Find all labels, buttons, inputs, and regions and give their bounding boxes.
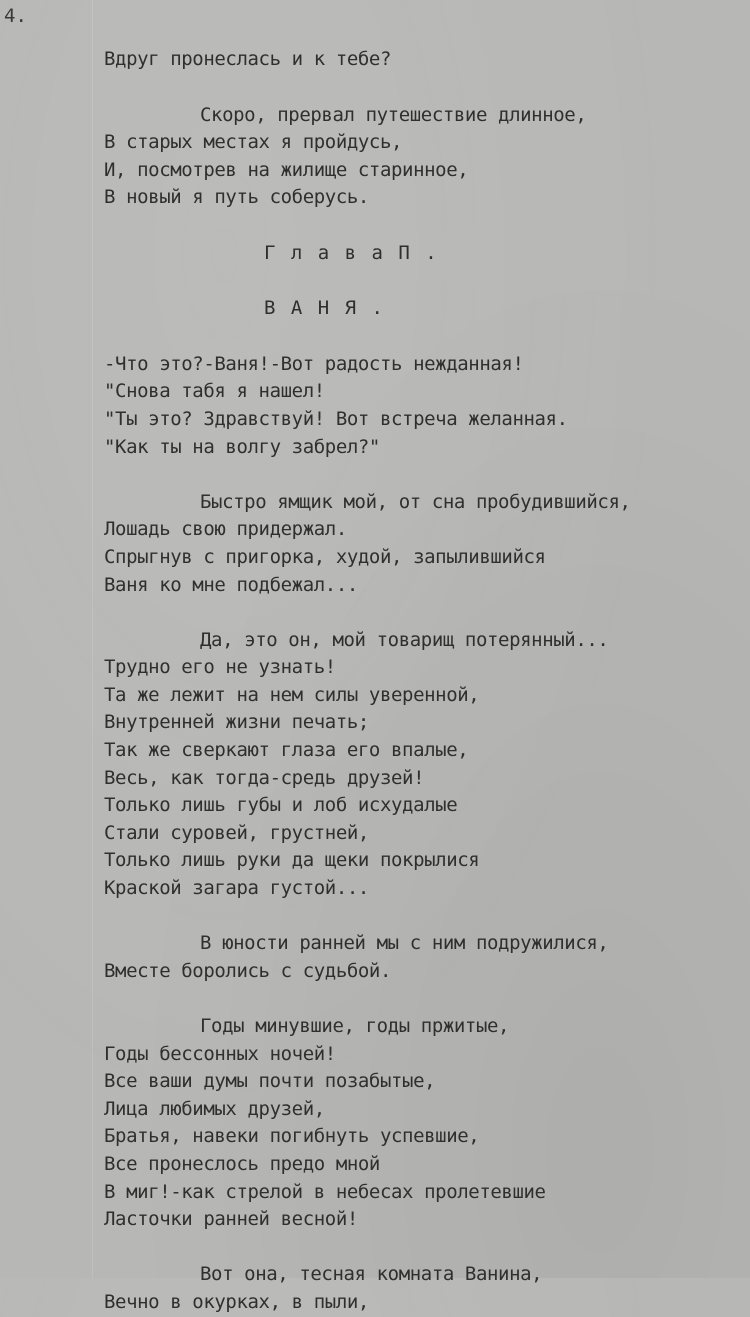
poem-line: В юности ранней мы с ним подружилися,	[200, 932, 609, 955]
chapter-subtitle: В А Н Я .	[264, 297, 385, 320]
poem-line: Лица любимых друзей,	[104, 1097, 325, 1120]
poem-line: Стали суровей, грустней,	[104, 821, 369, 844]
poem-line: Только лишь руки да щеки покрылися	[104, 849, 480, 872]
poem-line: Вместе боролись с судьбой.	[104, 959, 392, 982]
poem-line: "Ты это? Здравствуй! Вот встреча желанная.	[104, 407, 568, 430]
poem-line: И, посмотрев на жилище старинное,	[104, 158, 469, 181]
poem-line: Вдруг пронеслась и к тебе?	[104, 48, 392, 70]
poem-text	[104, 46, 744, 1317]
poem-line: Та же лежит на нем силы уверенной,	[104, 683, 480, 706]
poem-line: В старых местах я пройдусь,	[104, 131, 403, 154]
poem-line: -Что это?-Ваня!-Вот радость нежданная!	[104, 352, 524, 375]
poem-line: Годы бессонных ночей!	[104, 1042, 336, 1065]
poem-line: Только лишь губы и лоб исхудалые	[104, 794, 458, 817]
poem-line: В новый я путь соберусь.	[104, 186, 369, 209]
poem-line: Вечно в окурках, в пыли,	[104, 1290, 369, 1313]
page-number: 4.	[4, 5, 27, 27]
poem-line: "Снова табя я нашел!	[104, 380, 325, 403]
poem-line: Весь, как тогда-средь друзей!	[104, 766, 425, 789]
page-fold-line	[92, 0, 93, 1278]
poem-line: Быстро ямщик мой, от сна пробудившийся,	[200, 490, 631, 513]
poem-line: Краской загара густой...	[104, 877, 369, 900]
poem-line: Внутренней жизни печать;	[104, 711, 369, 734]
poem-line: Годы минувшие, годы пржитые,	[200, 1015, 510, 1037]
poem-line: Все пронеслось предо мной	[104, 1152, 380, 1175]
poem-line: "Как ты на волгу забрел?"	[104, 435, 380, 458]
poem-line: Все ваши думы почти позабытые,	[104, 1070, 436, 1093]
poem-line: В миг!-как стрелой в небесах пролетевшие	[104, 1180, 546, 1203]
poem-line: Спрыгнув с пригорка, худой, запылившийся	[104, 545, 546, 568]
poem-line: Скоро, прервал путешествие длинное,	[200, 103, 587, 126]
poem-line: Лошадь свою придержал.	[104, 518, 347, 541]
chapter-title: Г л а в а П .	[264, 241, 439, 264]
poem-line: Вот она, тесная комната Ванина,	[200, 1263, 543, 1286]
poem-line: Трудно его не узнать!	[104, 656, 336, 679]
poem-line: Ласточки ранней весной!	[104, 1208, 358, 1231]
poem-line: Так же сверкают глаза его впалые,	[104, 739, 469, 762]
poem-line: Да, это он, мой товарищ потерянный...	[200, 628, 609, 651]
poem-line: Ваня ко мне подбежал...	[104, 573, 358, 596]
poem-line: Братья, навеки погибнуть успевшие,	[104, 1125, 480, 1148]
